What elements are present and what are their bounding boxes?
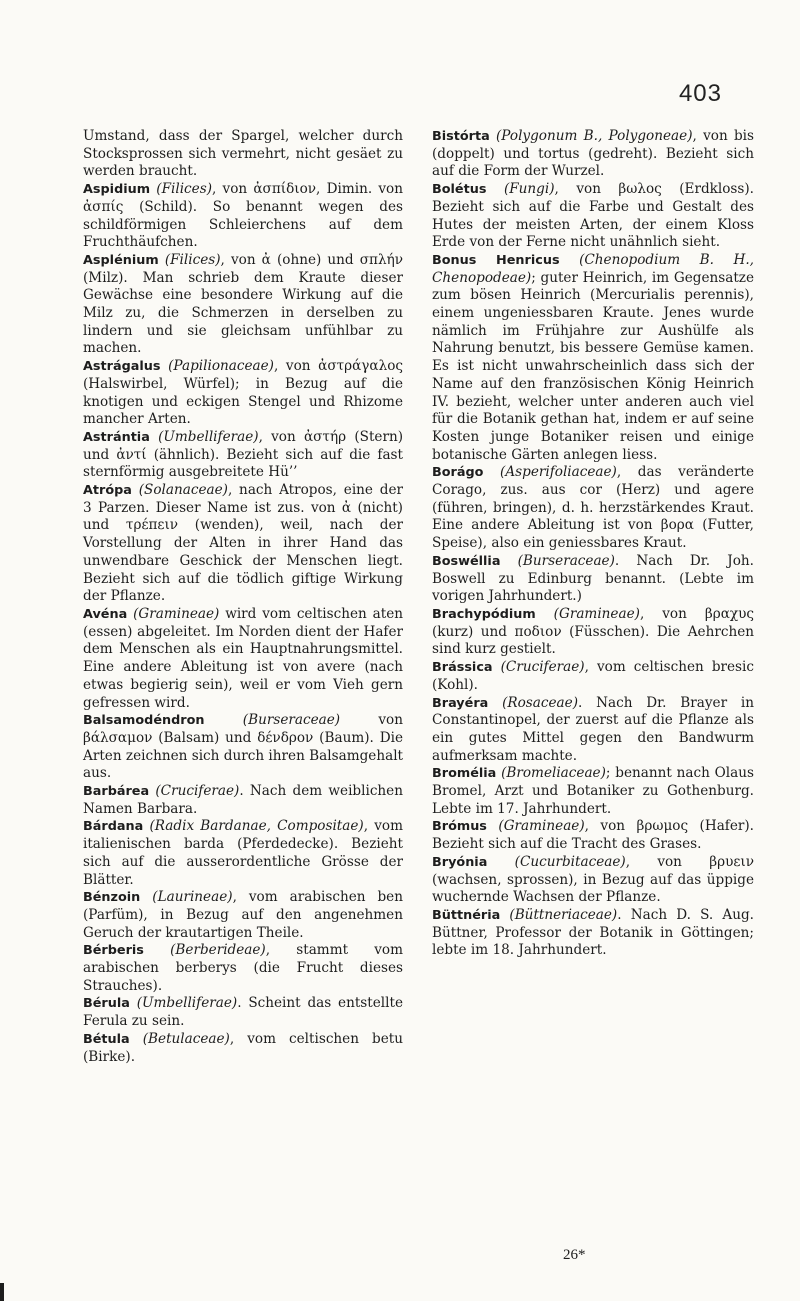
entry-text: . Nach Dr. Brayer in Constantinopel, der zuerst auf die Pflanze als ein gutes Mittel gegen den Bandwurm aufmerksam machte. [432,694,754,764]
entry-headword: Barbárea [83,784,150,800]
entry-text: , vom celtischen betu (Birke). [83,1030,403,1065]
entry-headword: Boswéllia [432,553,501,569]
entry-headword: Brayéra [432,695,489,711]
entry-headword: Bromélia [432,766,497,782]
dictionary-entry [432,818,754,853]
entry-family: (Filices) [156,181,212,198]
dictionary-entry [432,907,754,960]
dictionary-entry [432,464,754,553]
signature-mark: 26* [563,1247,586,1263]
entry-family: (Asperifoliaceae) [500,464,617,481]
entry-text: wird vom celtischen aten (essen) abgeleitet. Im Norden dient der Hafer dem Menschen als ein Hauptnahrungsmittel. Eine andere Ableitung ist von avere (nach etwas begierig sein), weil er vom Vieh gern gefressen wird. [83,605,403,711]
entry-family: (Laurineae) [152,889,233,906]
right-column [432,128,754,960]
entry-text: ; benannt nach Olaus Bromel, Arzt und Botaniker zu Gothenburg. Lebte im 17. Jahrhundert. [432,765,754,817]
entry-family: (Cruciferae) [500,659,585,676]
entry-text: ; guter Heinrich, im Gegensatze zum bösen Heinrich (Mercurialis perennis), einem ungeniessbaren Kraute. Jenes wurde nämlich im Frühjahre zur Aushülfe als Nahrung benutzt, bis bessere Gemüse kamen. Es ist nicht unwahrscheinlich dass sich der Name auf den französischen König Heinrich IV. bezieht, welcher unter anderen auch viel für die Botanik gethan hat, indem er auf seine Kosten junge Botaniker reisen und einige botanische Gärten anlegen liess. [432,269,754,463]
dictionary-entry [83,942,403,995]
entry-text: , von ἀστράγαλος (Halswirbel, Würfel); in Bezug auf die knotigen und eckigen Stengel und Rhizome mancher Arten. [83,358,404,428]
entry-text: , von βραχυς (kurz) und ποδιον (Füsschen). Die Aehrchen sind kurz gestielt. [432,605,754,658]
entry-family: (Berberideae) [170,942,266,959]
entry-headword: Avéna [83,606,128,622]
entry-headword: Bétula [83,1031,130,1047]
entry-text: . Nach dem weiblichen Namen Barbara. [83,783,403,817]
entry-family: (Umbelliferae) [136,995,238,1012]
entry-family: (Cucurbitaceae) [514,853,626,870]
entry-headword: Bistórta [432,129,490,144]
entry-text: , von ἀστήρ (Stern) und ἀντί (ähnlich). Bezieht sich auf die fast sternförmig ausgebreitete Hü’’ [83,428,404,481]
entry-family: (Rosaceae) [502,694,578,711]
entry-family: (Betulaceae) [142,1030,230,1047]
entry-family: (Cruciferae) [155,783,240,800]
dictionary-entry [83,995,403,1030]
entry-family: (Papilionaceae) [168,358,274,375]
entry-text: , von ἀσπίδιον, Dimin. von ἀσπίς (Schild). So benannt wegen des schildförmigen Schleierchens auf dem Fruchthäufchen. [83,181,403,251]
entry-text: , vom celtischen bresic (Kohl). [432,659,754,693]
entry-family: (Bromeliaceae) [501,765,606,782]
entry-headword: Aspidium [83,182,151,198]
dictionary-entry [83,181,403,252]
entry-family: (Burseraceae) [242,712,341,729]
entry-headword: Bryónia [432,854,488,870]
dictionary-entry [83,1031,403,1066]
dictionary-entry [432,181,754,252]
entry-headword: Borágo [432,465,484,481]
dictionary-entry [432,553,754,606]
dictionary-entry [83,429,403,482]
entry-text: . Nach D. S. Aug. Büttner, Professor der Botanik in Göttingen; lebte im 18. Jahrhundert. [432,906,754,959]
page-number: 403 [678,80,722,107]
dictionary-entry [83,128,403,181]
entry-headword: Astrágalus [83,359,161,375]
left-column [83,128,403,1066]
entry-text: . Nach Dr. Joh. Boswell zu Edinburg benannt. (Lebte im vorigen Jahrhundert.) [432,552,754,605]
entry-family: (Gramineae) [553,605,640,622]
entry-headword: Bárdana [83,819,144,835]
entry-text: , von bis (doppelt) und tortus (gedreht). Bezieht sich auf die Form der Wurzel. [432,128,754,180]
entry-family: (Radix Bardanae, Compositae) [149,818,364,835]
dictionary-entry [432,606,754,659]
entry-headword: Bérula [83,996,130,1012]
entry-family: (Büttneriaceae) [509,906,618,923]
dictionary-entry [432,854,754,907]
entry-family: (Burseraceae) [517,552,615,569]
entry-headword: Atrópa [83,483,132,499]
dictionary-entry [432,252,754,464]
entry-text: , vom italienischen barda (Pferdedecke). Bezieht sich auf die ausserordentliche Grösse der Blätter. [83,818,403,888]
entry-family: (Gramineae) [133,605,220,622]
entry-text: Umstand, dass der Spargel, welcher durch Stocksprossen sich vermehrt, nicht gesäet zu werden braucht. [83,128,403,180]
entry-family: (Polygonum B., Polygoneae) [496,128,693,144]
dictionary-entry [83,889,403,942]
entry-text: . Scheint das entstellte Ferula zu sein. [83,995,403,1030]
entry-family: (Fungi) [503,181,555,198]
dictionary-entry [432,128,754,181]
dictionary-entry [432,659,754,694]
entry-text: , das veränderte Corago, zus. aus cor (Herz) und agere (führen, bringen), d. h. herzstärkendes Kraut. Eine andere Ableitung ist von βορα (Futter, Speise), also ein geniessbares Kraut. [432,464,754,552]
entry-headword: Asplénium [83,252,159,268]
dictionary-entry [83,482,403,606]
entry-headword: Bérberis [83,943,144,959]
entry-text: , nach Atropos, eine der 3 Parzen. Dieser Name ist zus. von ἀ (nicht) und τρέπειν (wenden), weil, nach der Vorstellung der Alten in ihrer Hand das unwendbare Geschick der Menschen liegt. Bezieht sich auf die tödlich giftige Wirkung der Pflanze. [83,482,403,605]
entry-family: (Solanaceae) [138,482,228,499]
entry-family: (Chenopodium B. H., Chenopodeae) [432,251,754,286]
entry-family: (Gramineae) [498,818,585,835]
dictionary-entry [83,358,403,429]
entry-text: von βάλσαμον (Balsam) und δένδρον (Baum). Die Arten zeichnen sich durch ihren Balsamgehalt aus. [83,712,403,782]
entry-text: , von ἀ (ohne) und σπλήν (Milz). Man schrieb dem Kraute dieser Gewächse eine besondere Wirkung auf die Milz zu, die Schmerzen in derselben zu lindern und sie gleichsam unfühlbar zu machen. [83,251,403,357]
entry-headword: Büttnéria [432,907,501,923]
entry-text: , stammt vom arabischen berberys (die Frucht dieses Strauches). [83,942,403,994]
dictionary-entry [432,695,754,766]
entry-headword: Astrántia [83,429,150,445]
dictionary-entry [83,606,403,712]
entry-text: , vom arabischen ben (Parfüm), in Bezug auf den angenehmen Geruch der krautartigen Theile. [83,889,403,941]
entry-text: , von βρυειν (wachsen, sprossen), in Bezug auf das üppige wuchernde Wachsen der Pflanze. [432,853,754,906]
entry-headword: Bolétus [432,182,487,198]
entry-headword: Bonus Henricus [432,252,560,268]
dictionary-entry [432,765,754,818]
entry-headword: Balsamodéndron [83,713,205,729]
dictionary-entry [83,252,403,358]
entry-headword: Brómus [432,819,487,835]
entry-family: (Umbelliferae) [158,428,259,445]
dictionary-entry [83,712,403,783]
dictionary-entry [83,818,403,889]
entry-family: (Filices) [164,251,221,268]
entry-headword: Brássica [432,660,493,676]
entry-text: , von βρωμος (Hafer). Bezieht sich auf die Tracht des Grases. [432,818,754,853]
entry-text: , von βωλος (Erdkloss). Bezieht sich auf die Farbe und Gestalt des Hutes der meisten Arten, der einem Kloss Erde von der Ferne nicht unähnlich sieht. [432,181,754,251]
entry-headword: Bénzoin [83,890,141,906]
entry-headword: Brachypódium [432,606,536,622]
scan-edge-mark [0,1283,4,1301]
dictionary-entry [83,783,403,818]
